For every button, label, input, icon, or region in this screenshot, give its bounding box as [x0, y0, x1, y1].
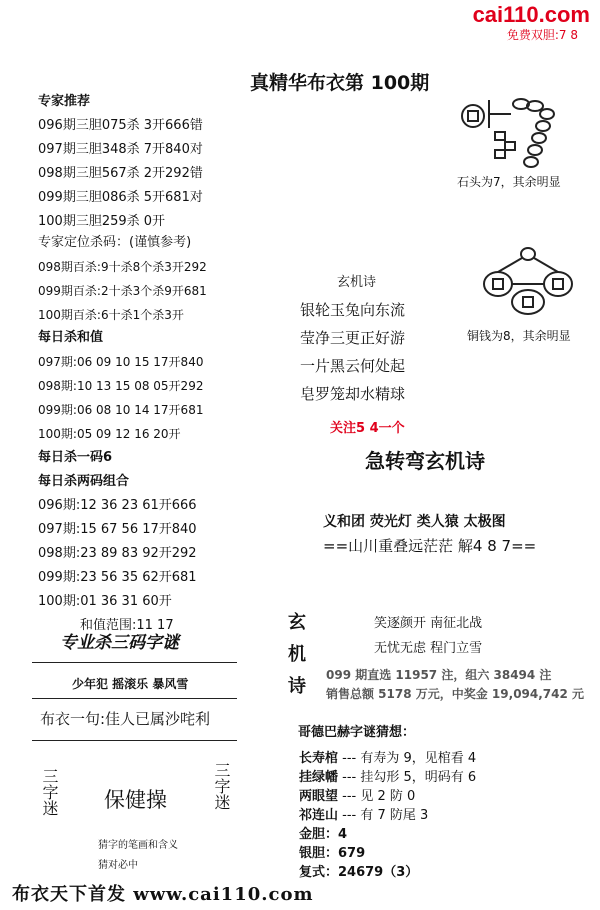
expert-section [38, 90, 203, 234]
goldbach-row [299, 749, 476, 768]
daily-two-title: 每日杀两码组合 [38, 474, 130, 489]
goldbach-sep: --- [342, 770, 357, 785]
daily-sum-row: 097期:06 09 10 15 17开840 [38, 355, 204, 369]
daily-sum-row: 099期:06 08 10 14 17开681 [38, 403, 204, 417]
riddle-hint: 猜字的笔画和含义 [98, 840, 178, 851]
daily-two-row: 100期:01 36 31 60开 [38, 594, 172, 609]
expert-row: 099期三胆086杀 5开681对 [38, 190, 203, 205]
goldbach-row [299, 806, 476, 825]
goldbach-row [299, 787, 476, 806]
brainteaser-title: 急转弯玄机诗 [365, 449, 485, 473]
goldbach-key: 长寿棺 [299, 751, 339, 766]
page-title: 真精华布衣第 100期 [250, 72, 430, 94]
three-riddle-left: 三字迷 [40, 768, 59, 816]
xuanji-char: 机 [288, 644, 306, 665]
riddle-sub: 少年犯 摇滚乐 暴风雪 [72, 677, 189, 691]
riddle-answer: ==山川重叠远茫茫 解4 8 7== [323, 537, 537, 555]
three-riddle-right: 三字迷 [212, 762, 231, 810]
expert-title: 专家推荐 [38, 94, 91, 109]
riddle-title: 专业杀三码字谜 [60, 633, 179, 653]
divider [32, 740, 237, 741]
picture-caption-2: 铜钱为8，其余明显 [467, 329, 571, 343]
poem-line: 皂罗笼却水精球 [300, 385, 406, 403]
goldbach-sep: --- [342, 808, 357, 823]
sales-line: 099 期直选 11957 注，组六 38494 注 [326, 668, 552, 682]
expert-row: 098期三胆567杀 2开292错 [38, 166, 203, 181]
position-title: 专家定位杀码：(谨慎参考) [38, 235, 192, 250]
site-logo: cai110.com [472, 2, 590, 27]
coins-picture [478, 244, 578, 316]
expert-row: 097期三胆348杀 7开840对 [38, 142, 203, 157]
goldbach-value: 有寿为 9，见棺看 4 [360, 751, 477, 766]
daily-two-row: 099期:23 56 35 62开681 [38, 570, 197, 585]
goldbach-value: 挂勾形 5，明码有 6 [360, 770, 477, 785]
xuanji-char: 玄 [288, 612, 306, 633]
gold-dan: 金胆：4 [299, 827, 348, 842]
daily-sum-section [38, 326, 203, 638]
poem-line: 莹净三更正好游 [300, 329, 406, 347]
riddle-hint: 猜对必中 [98, 860, 138, 871]
stones-picture [455, 88, 575, 170]
focus-note: 关注5 4一个 [330, 421, 405, 436]
daily-sum-row: 100期:05 09 12 16 20开 [38, 427, 181, 441]
goldbach-key: 祁连山 [299, 808, 339, 823]
xuanji-line: 无忧无虑 程门立雪 [374, 641, 483, 656]
riddle-words: 义和团 荧光灯 类人猿 太极图 [323, 514, 506, 530]
goldbach-value: 有 7 防尾 3 [360, 808, 429, 823]
daily-two-row: 098期:23 89 83 92开292 [38, 546, 197, 561]
goldbach-sep: --- [342, 751, 357, 766]
poem-line: 银轮玉兔向东流 [300, 301, 406, 319]
expert-row: 096期三胆075杀 3开666错 [38, 118, 203, 133]
goldbach-key: 两眼望 [299, 789, 339, 804]
footer: 布衣天下首发 www.cai110.com [12, 884, 314, 905]
free-double-note: 免费双胆:7 8 [506, 28, 578, 42]
sales-line: 销售总额 5178 万元，中奖金 19,094,742 元 [326, 687, 585, 701]
daily-two-row: 097期:15 67 56 17开840 [38, 522, 197, 537]
poem-line: 一片黑云何处起 [300, 357, 406, 375]
position-row: 098期百杀:9十杀8个杀3开292 [38, 260, 207, 274]
position-row: 100期百杀:6十杀1个杀3开 [38, 308, 184, 322]
divider [32, 662, 237, 663]
goldbach-title: 哥德巴赫字谜猜想： [298, 725, 416, 740]
poem [300, 296, 405, 408]
goldbach-sep: --- [342, 789, 357, 804]
poem-title: 玄机诗 [337, 275, 377, 290]
goldbach-row [299, 768, 476, 787]
silver-dan: 银胆：679 [299, 846, 366, 861]
sum-range: 和值范围:11 17 [80, 618, 174, 633]
expert-row: 100期三胆259杀 0开 [38, 214, 166, 229]
divider [32, 698, 237, 699]
daily-two-row: 096期:12 36 23 61开666 [38, 498, 197, 513]
position-section [38, 231, 207, 327]
position-row: 099期百杀:2十杀3个杀9开681 [38, 284, 207, 298]
xuanji-line: 笑逐颜开 南征北战 [374, 616, 483, 631]
buyi-sentence: 布衣一句:佳人已属沙咤利 [40, 710, 211, 728]
xuanji-char: 诗 [288, 676, 306, 697]
compound: 复式：24679（3） [299, 865, 419, 880]
goldbach-key: 挂绿幡 [299, 770, 339, 785]
three-riddle-center: 保健操 [104, 788, 167, 812]
picture-caption-1: 石头为7，其余明显 [457, 175, 561, 189]
daily-one: 每日杀一码6 [38, 450, 113, 465]
goldbach-value: 见 2 防 0 [360, 789, 416, 804]
daily-sum-title: 每日杀和值 [38, 330, 104, 345]
daily-sum-row: 098期:10 13 15 08 05开292 [38, 379, 204, 393]
goldbach-list [299, 749, 476, 882]
